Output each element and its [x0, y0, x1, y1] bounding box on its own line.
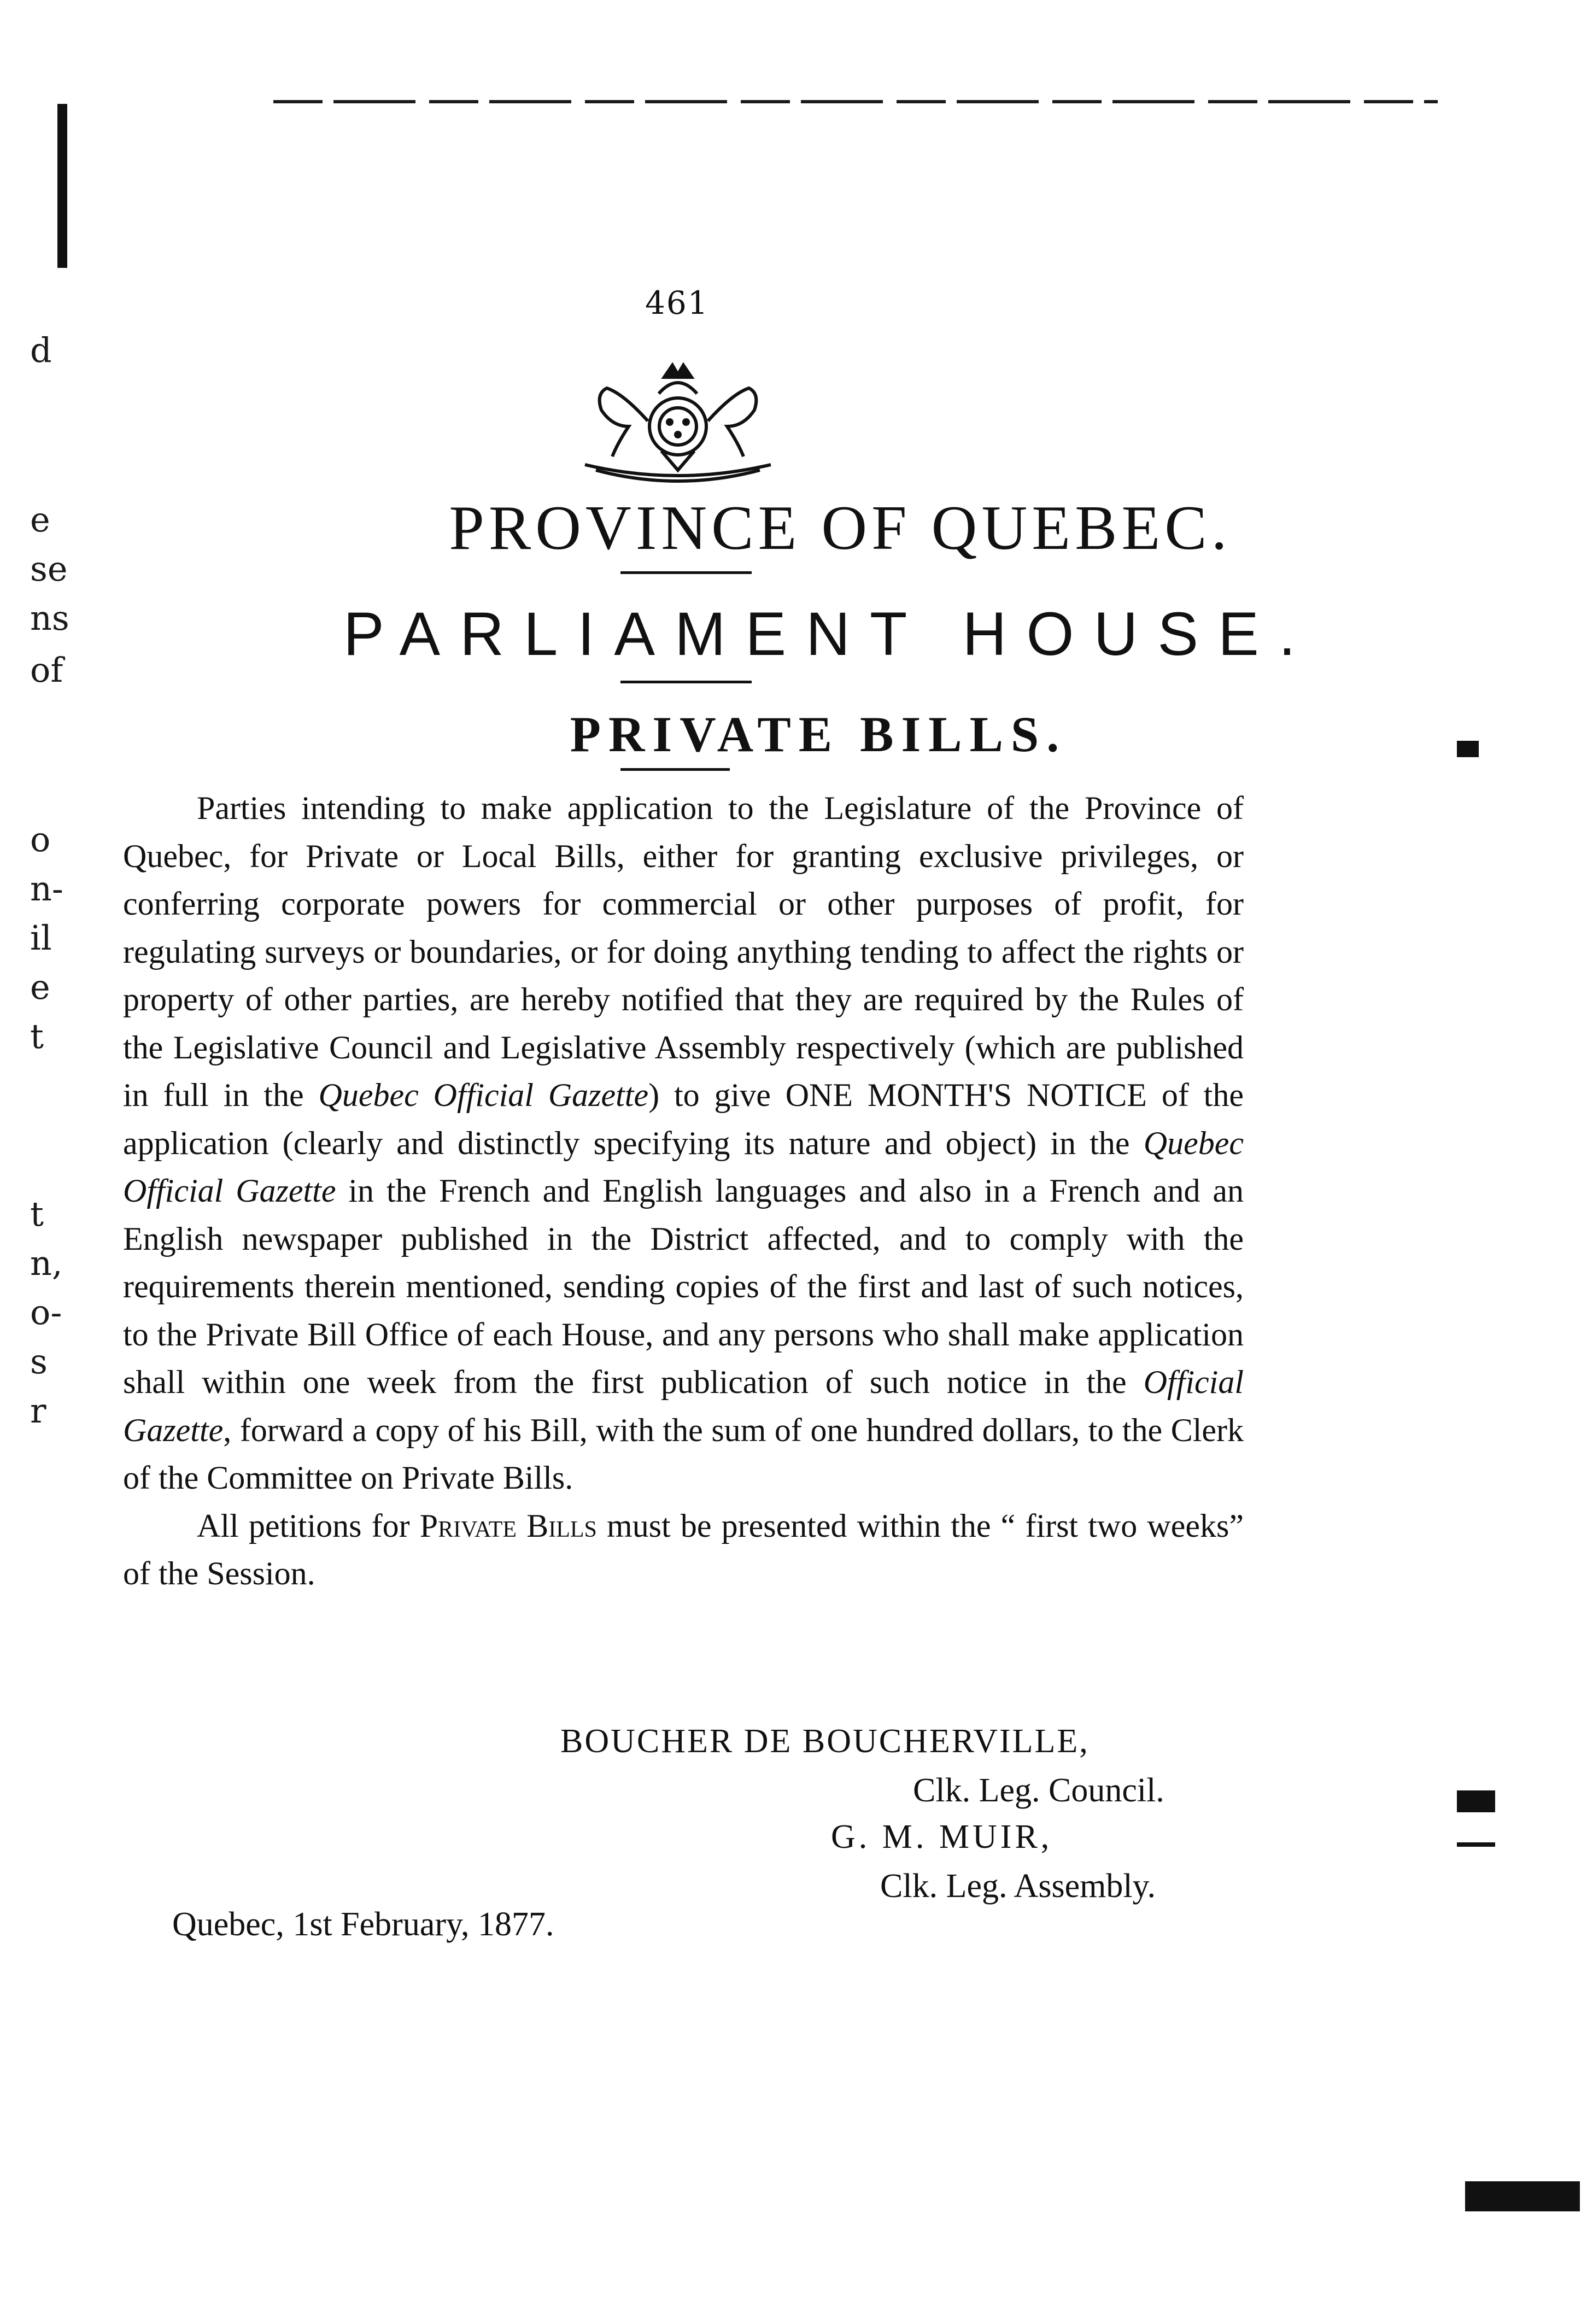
royal-coat-of-arms-icon	[563, 361, 793, 487]
private-bills-term: Private Bills	[419, 1507, 597, 1544]
body-text: Parties intending to make application to the Legislature of the Province of Quebec, for Private or Local Bills, either for granting exclusive privileges, or conferring corporate powers for commercial or other purposes of profit, for regulating surveys or boundaries, or for doing anything tending to affect the rights or property of other parties, are hereby notified that they are required by the Rules of the Legislative Council and Legislative Assembly respectively (which are published in full in the	[123, 790, 1244, 1113]
divider	[620, 768, 730, 771]
notice-paragraph-1	[123, 785, 1244, 1502]
gazette-name: Quebec Official Gazette	[318, 1077, 649, 1113]
notice-paragraph-2	[123, 1502, 1244, 1598]
margin-fragment: o	[30, 819, 51, 859]
margin-fragment: t	[30, 1194, 44, 1234]
body-text: , forward a copy of his Bill, with the sum of one hundred dollars, to the Clerk of the Committee on Private Bills.	[123, 1412, 1244, 1496]
page-number: 461	[645, 284, 709, 321]
title-parliament: PARLIAMENT HOUSE.	[343, 600, 1315, 668]
margin-fragment: e	[30, 500, 50, 540]
margin-fragment: r	[30, 1391, 46, 1431]
gazette-name: Quebec Official Gazette	[123, 1125, 1244, 1209]
divider	[620, 571, 752, 574]
margin-fragment: ns	[30, 598, 69, 638]
margin-fragment: o-	[30, 1292, 62, 1332]
right-scan-mark	[1457, 1790, 1495, 1812]
body-text: ) to give ONE MONTH'S NOTICE of the application (clearly and distinctly specifying its nature and object) in the	[123, 1077, 1244, 1161]
left-scan-edge	[57, 104, 67, 268]
signatory-name-1: BOUCHER DE BOUCHERVILLE,	[560, 1723, 1090, 1760]
dateline: Quebec, 1st February, 1877.	[172, 1906, 554, 1943]
margin-fragment: il	[30, 918, 52, 958]
margin-fragment: n,	[30, 1243, 63, 1283]
body-text: All petitions for	[197, 1507, 420, 1544]
title-province: PROVINCE OF QUEBEC.	[449, 493, 1232, 563]
section-title-private-bills: PRIVATE BILLS.	[570, 706, 1067, 762]
body-text: in the French and English languages and also in a French and an English newspaper published in the District affected, and to comply with the requirements therein mentioned, sending copies of the first and last of such notices, to the Private Bill Office of each House, and any persons who shall make application shall within one week from the first publication of such notice in the	[123, 1173, 1244, 1400]
margin-fragment: of	[30, 650, 63, 690]
margin-fragment: d	[30, 330, 52, 370]
notice-body	[123, 785, 1244, 1598]
divider	[620, 681, 752, 683]
margin-fragment: e	[30, 967, 50, 1007]
gazette-name: Official Gazette	[123, 1364, 1244, 1448]
body-text: must be presented within the “ first two weeks” of the Session.	[123, 1507, 1244, 1591]
margin-fragment: se	[30, 549, 68, 589]
signatory-name-2: G. M. MUIR,	[831, 1818, 1053, 1855]
margin-fragment: s	[30, 1342, 48, 1381]
margin-fragment: t	[30, 1016, 44, 1056]
right-scan-mark	[1457, 1842, 1495, 1847]
right-scan-mark	[1465, 2181, 1580, 2211]
signatory-title-1: Clk. Leg. Council.	[913, 1772, 1164, 1809]
margin-fragment: n-	[30, 869, 63, 909]
top-scan-rule	[273, 100, 1438, 103]
signatory-title-2: Clk. Leg. Assembly.	[880, 1868, 1156, 1905]
